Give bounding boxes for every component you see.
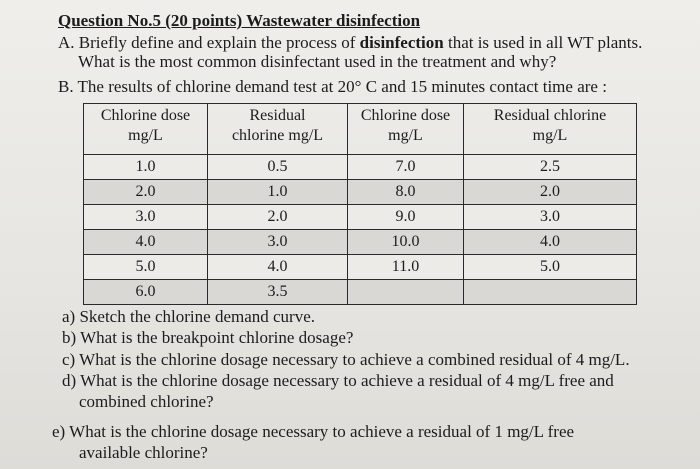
- subquestion-e-line-2: available chlorine?: [79, 443, 208, 462]
- table-cell: 0.5: [208, 155, 348, 180]
- table-cell: 2.0: [84, 180, 208, 205]
- header-cell: Chlorine dose mg/L: [84, 104, 208, 155]
- header-cell: Residual chlorine mg/L: [464, 104, 637, 155]
- table-cell: 4.0: [464, 230, 637, 255]
- table-header-row: [84, 104, 637, 155]
- question-title: Question No.5 (20 points) Wastewater disinfection: [58, 11, 421, 30]
- table-cell: 2.0: [208, 205, 348, 230]
- part-a-suffix: that is used in all WT plants.: [443, 33, 643, 52]
- table-cell-empty: [348, 280, 464, 305]
- subquestion-e-line-1: e) What is the chlorine dosage necessary to achieve a residual of 1 mg/L free: [52, 422, 575, 441]
- part-a-line-1: [58, 33, 642, 53]
- table-row: [84, 230, 637, 255]
- table-cell: 3.5: [208, 280, 348, 305]
- table-cell: 6.0: [84, 280, 208, 305]
- table-cell: 5.0: [84, 255, 208, 280]
- table-cell: 2.5: [464, 155, 637, 180]
- table-row: [84, 280, 637, 305]
- table-cell: 8.0: [348, 180, 464, 205]
- part-a-line-2: What is the most common disinfectant used in the treatment and why?: [78, 52, 557, 71]
- table-cell: 7.0: [348, 155, 464, 180]
- table-cell: 2.0: [464, 180, 637, 205]
- table-cell: 3.0: [208, 230, 348, 255]
- table-cell: 1.0: [208, 180, 348, 205]
- subquestion-a: a) Sketch the chlorine demand curve.: [62, 307, 316, 326]
- part-a-prefix: A. Briefly define and explain the process of: [58, 33, 360, 52]
- header-cell: Chlorine dose mg/L: [348, 104, 464, 155]
- table-cell: 11.0: [348, 255, 464, 280]
- part-b-text: B. The results of chlorine demand test at 20° C and 15 minutes contact time are :: [58, 77, 607, 96]
- table-row: [84, 255, 637, 280]
- header-cell: Residual chlorine mg/L: [208, 104, 348, 155]
- table-row: [84, 155, 637, 180]
- subquestion-d-line-2: combined chlorine?: [79, 392, 214, 411]
- table-cell: 10.0: [348, 230, 464, 255]
- part-a-bold-term: disinfection: [359, 33, 444, 52]
- table-cell: 4.0: [208, 255, 348, 280]
- subquestion-c: c) What is the chlorine dosage necessary to achieve a combined residual of 4 mg/L.: [62, 350, 630, 369]
- subquestion-d-line-1: d) What is the chlorine dosage necessary to achieve a residual of 4 mg/L free and: [62, 371, 614, 390]
- table-cell: 1.0: [84, 155, 208, 180]
- table-cell-empty: [464, 280, 637, 305]
- subquestion-b: b) What is the breakpoint chlorine dosage?: [62, 328, 354, 347]
- table-cell: 9.0: [348, 205, 464, 230]
- table-cell: 4.0: [84, 230, 208, 255]
- table-cell: 5.0: [464, 255, 637, 280]
- chlorine-demand-table: [83, 103, 637, 305]
- table-row: [84, 205, 637, 230]
- table-row: [84, 180, 637, 205]
- table-cell: 3.0: [84, 205, 208, 230]
- table-cell: 3.0: [464, 205, 637, 230]
